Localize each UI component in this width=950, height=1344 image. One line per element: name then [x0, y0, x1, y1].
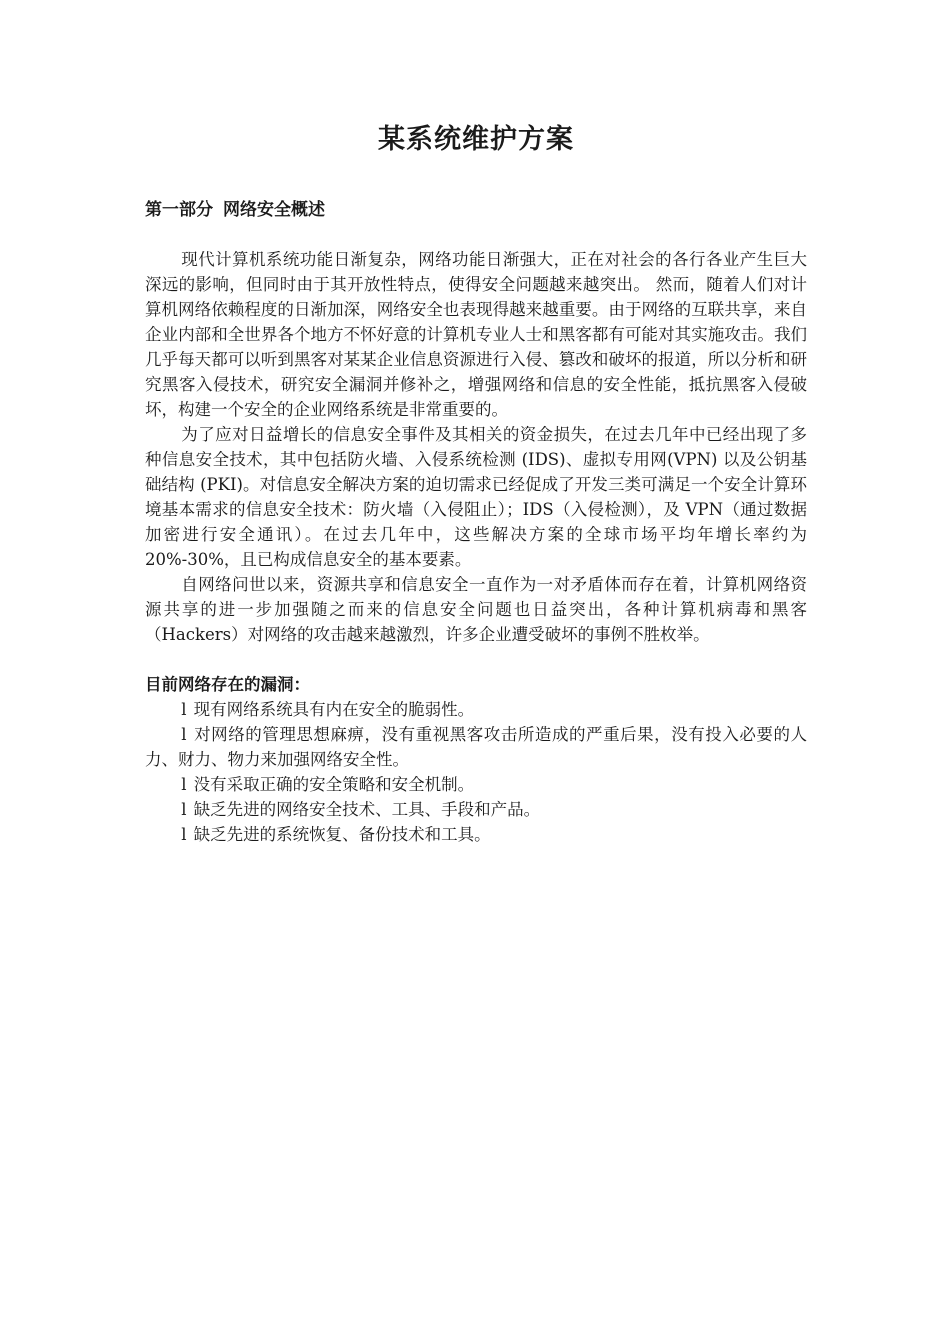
paragraph-2: 为了应对日益增长的信息安全事件及其相关的资金损失，在过去几年中已经出现了多种信息安全技术，其中包括防火墙、入侵系统检测 (IDS)、虚拟专用网(VPN) 以及公钥基础结构 (PKI)。对信息安全解决方案的迫切需求已经促成了开发三类可满足一个安全计算环境基本需求的信息安全技术：防火墙（入侵阻止）；IDS（入侵检测），及 VPN（通过数据加密进行安全通讯）。在过去几年中，这些解决方案的全球市场平均年增长率约为 20%-30%，且已构成信息安全的基本要素。: [145, 425, 807, 569]
paragraph-3: 自网络问世以来，资源共享和信息安全一直作为一对矛盾体而存在着，计算机网络资源共享的进一步加强随之而来的信息安全问题也日益突出，各种计算机病毒和黑客（Hackers）对网络的攻击越来越激烈，许多企业遭受破坏的事例不胜枚举。: [145, 575, 807, 644]
section-heading: [145, 198, 807, 223]
list-item-text: 缺乏先进的系统恢复、备份技术和工具。: [193, 825, 491, 844]
list-item-text: 没有采取正确的安全策略和安全机制。: [193, 775, 475, 794]
bullet-marker: l: [181, 700, 187, 719]
list-item: [145, 797, 807, 822]
document-page: [145, 120, 807, 847]
list-item: [145, 722, 807, 772]
list-item-text: 对网络的管理思想麻痹，没有重视黑客攻击所造成的严重后果，没有投入必要的人力、财力、物力来加强网络安全性。: [145, 725, 807, 769]
list-item: [145, 697, 807, 722]
list-item-text: 缺乏先进的网络安全技术、工具、手段和产品。: [193, 800, 541, 819]
vulnerabilities-heading: 目前网络存在的漏洞：: [145, 675, 310, 694]
list-item: [145, 822, 807, 847]
bullet-marker: l: [181, 775, 187, 794]
paragraph-1: 现代计算机系统功能日渐复杂，网络功能日渐强大，正在对社会的各行各业产生巨大深远的影响，但同时由于其开放性特点，使得安全问题越来越突出。 然而，随着人们对计算机网络依赖程度的日渐加深，网络安全也表现得越来越重要。由于网络的互联共享，来自企业内部和全世界各个地方不怀好意的计算机专业人士和黑客都有可能对其实施攻击。我们几乎每天都可以听到黑客对某某企业信息资源进行入侵、篡改和破坏的报道，所以分析和研究黑客入侵技术，研究安全漏洞并修补之，增强网络和信息的安全性能，抵抗黑客入侵破坏，构建一个安全的企业网络系统是非常重要的。: [145, 250, 807, 419]
list-item-text: 现有网络系统具有内在安全的脆弱性。: [193, 700, 475, 719]
section-name: 网络安全概述: [223, 200, 325, 220]
list-item: [145, 772, 807, 797]
vulnerabilities-list: [145, 697, 807, 847]
bullet-marker: l: [181, 825, 187, 844]
bullet-marker: l: [181, 725, 187, 744]
bullet-marker: l: [181, 800, 187, 819]
section-part-label: 第一部分: [145, 200, 213, 220]
document-title: 某系统维护方案: [378, 124, 574, 155]
